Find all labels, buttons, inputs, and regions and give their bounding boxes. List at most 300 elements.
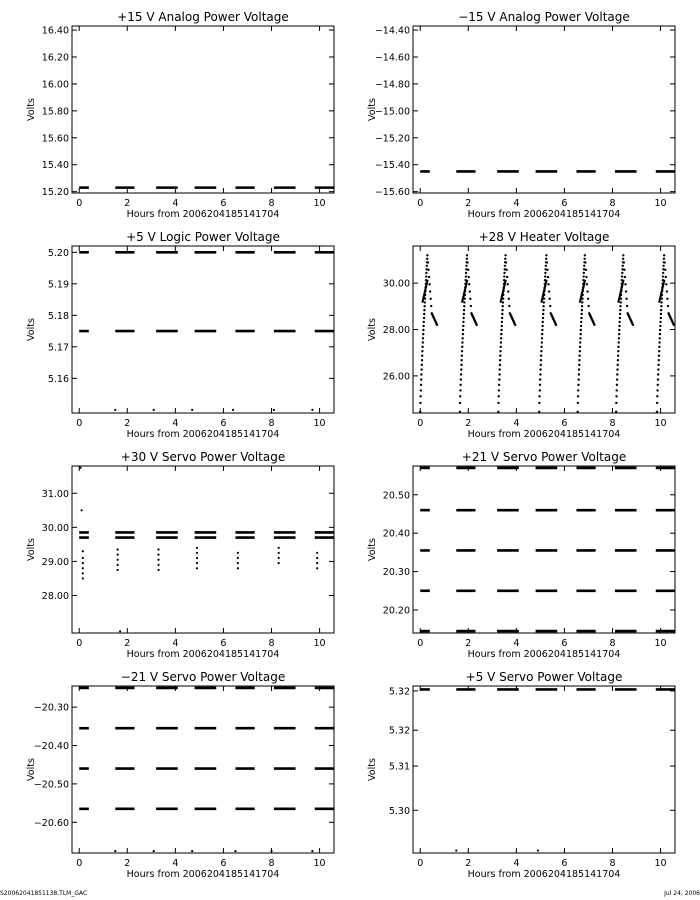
data-point bbox=[196, 562, 198, 564]
data-point bbox=[505, 261, 507, 263]
data-point bbox=[542, 305, 544, 307]
x-tick-label: 6 bbox=[220, 858, 227, 869]
data-point bbox=[273, 409, 275, 411]
data-point bbox=[463, 309, 465, 311]
data-point bbox=[460, 378, 462, 380]
data-point bbox=[465, 265, 467, 267]
data-point bbox=[585, 269, 587, 271]
data-point bbox=[656, 389, 658, 391]
x-tick-label: 8 bbox=[609, 198, 616, 209]
data-point bbox=[662, 275, 664, 277]
y-tick-label: −14.60 bbox=[374, 52, 410, 64]
y-tick-label: 15.20 bbox=[41, 187, 69, 199]
data-point bbox=[507, 283, 509, 285]
data-point bbox=[424, 301, 426, 303]
data-point bbox=[504, 254, 506, 256]
data-point bbox=[662, 272, 664, 274]
data-point bbox=[626, 305, 628, 307]
data-point bbox=[657, 373, 659, 375]
y-tick-label: 28.00 bbox=[41, 591, 69, 603]
data-point bbox=[578, 373, 580, 375]
x-tick-label: 10 bbox=[654, 638, 667, 649]
data-point bbox=[657, 364, 659, 366]
data-point bbox=[622, 280, 624, 282]
data-point bbox=[583, 272, 585, 274]
y-tick-label: 15.80 bbox=[41, 106, 69, 118]
data-point bbox=[420, 389, 422, 391]
y-tick-label: 20.30 bbox=[382, 567, 410, 579]
data-point bbox=[436, 324, 438, 326]
data-point bbox=[430, 305, 432, 307]
data-point bbox=[544, 275, 546, 277]
y-tick-label: 5.17 bbox=[47, 342, 69, 354]
data-point bbox=[426, 258, 428, 260]
x-tick-label: 10 bbox=[313, 198, 326, 209]
data-point bbox=[311, 409, 313, 411]
data-point bbox=[470, 305, 472, 307]
data-point bbox=[460, 359, 462, 361]
data-point bbox=[503, 275, 505, 277]
data-point bbox=[617, 354, 619, 356]
x-tick-label: 0 bbox=[417, 418, 424, 429]
data-point bbox=[425, 275, 427, 277]
y-tick-label: −20.50 bbox=[33, 779, 69, 791]
data-point bbox=[576, 411, 578, 413]
data-point bbox=[157, 554, 159, 556]
chart-title: +21 V Servo Power Voltage bbox=[461, 450, 627, 464]
chart-panel-2 bbox=[367, 10, 675, 220]
data-point bbox=[615, 411, 617, 413]
data-point bbox=[420, 368, 422, 370]
y-tick-label: −15.60 bbox=[374, 187, 410, 199]
data-point bbox=[465, 272, 467, 274]
data-point bbox=[426, 254, 428, 256]
data-point bbox=[619, 305, 621, 307]
data-point bbox=[663, 254, 665, 256]
data-point bbox=[504, 258, 506, 260]
data-point bbox=[539, 389, 541, 391]
data-point bbox=[665, 276, 667, 278]
footer-filename: S20062041851138.TLM_GAC bbox=[0, 890, 88, 897]
x-tick-label: 8 bbox=[268, 198, 275, 209]
data-point bbox=[461, 350, 463, 352]
data-point bbox=[237, 562, 239, 564]
x-tick-label: 8 bbox=[268, 858, 275, 869]
data-point bbox=[577, 402, 579, 404]
data-point bbox=[428, 276, 430, 278]
data-point bbox=[501, 309, 503, 311]
x-tick-label: 8 bbox=[609, 638, 616, 649]
data-point bbox=[625, 290, 627, 292]
data-point bbox=[579, 341, 581, 343]
data-point bbox=[422, 329, 424, 331]
data-point bbox=[546, 261, 548, 263]
x-tick-label: 4 bbox=[172, 638, 179, 649]
x-tick-label: 8 bbox=[268, 638, 275, 649]
data-point bbox=[545, 258, 547, 260]
data-point bbox=[157, 559, 159, 561]
data-point bbox=[660, 301, 662, 303]
data-point bbox=[316, 552, 318, 554]
data-point bbox=[82, 577, 84, 579]
data-point bbox=[114, 409, 116, 411]
data-point bbox=[585, 276, 587, 278]
data-point bbox=[278, 547, 280, 549]
data-point bbox=[499, 354, 501, 356]
data-point bbox=[665, 283, 667, 285]
x-tick-label: 6 bbox=[561, 418, 568, 429]
plot-frame bbox=[72, 466, 334, 633]
data-point bbox=[504, 265, 506, 267]
data-point bbox=[537, 849, 539, 851]
y-tick-label: 5.19 bbox=[47, 279, 69, 291]
x-tick-label: 10 bbox=[313, 858, 326, 869]
x-tick-label: 4 bbox=[513, 858, 520, 869]
data-point bbox=[542, 321, 544, 323]
data-point bbox=[82, 572, 84, 574]
data-point bbox=[461, 337, 463, 339]
data-point bbox=[278, 562, 280, 564]
data-point bbox=[196, 567, 198, 569]
y-axis-label: Volts bbox=[26, 98, 37, 121]
data-layer bbox=[79, 688, 334, 852]
data-point bbox=[664, 261, 666, 263]
chart-title: −15 V Analog Power Voltage bbox=[458, 10, 630, 24]
data-point bbox=[617, 346, 619, 348]
x-tick-label: 4 bbox=[513, 198, 520, 209]
data-point bbox=[428, 283, 430, 285]
data-layer bbox=[79, 252, 334, 411]
x-tick-label: 8 bbox=[609, 418, 616, 429]
data-point bbox=[422, 333, 424, 335]
data-point bbox=[82, 550, 84, 552]
data-point bbox=[500, 341, 502, 343]
chart-title: −21 V Servo Power Voltage bbox=[120, 670, 286, 684]
data-point bbox=[466, 258, 468, 260]
y-tick-label: 16.40 bbox=[41, 25, 69, 37]
y-axis-label: Volts bbox=[367, 98, 378, 121]
y-tick-label: 15.40 bbox=[41, 160, 69, 172]
data-point bbox=[667, 305, 669, 307]
data-point bbox=[547, 283, 549, 285]
chart-panel-4 bbox=[367, 230, 675, 440]
chart-title: +5 V Servo Power Voltage bbox=[465, 670, 623, 684]
data-point bbox=[543, 301, 545, 303]
data-point bbox=[459, 411, 461, 413]
data-point bbox=[278, 552, 280, 554]
data-point bbox=[545, 265, 547, 267]
data-point bbox=[419, 402, 421, 404]
data-point bbox=[502, 301, 504, 303]
chart-panel-3 bbox=[26, 230, 334, 440]
data-point bbox=[157, 548, 159, 550]
x-tick-label: 4 bbox=[513, 638, 520, 649]
data-point bbox=[498, 395, 500, 397]
data-point bbox=[656, 411, 658, 413]
x-tick-label: 0 bbox=[76, 418, 83, 429]
data-point bbox=[423, 313, 425, 315]
chart-title: +30 V Servo Power Voltage bbox=[120, 450, 286, 464]
data-point bbox=[584, 280, 586, 282]
data-point bbox=[618, 341, 620, 343]
data-point bbox=[500, 346, 502, 348]
x-axis-label: Hours from 2006204185141704 bbox=[467, 209, 621, 220]
data-point bbox=[658, 341, 660, 343]
y-tick-label: 20.50 bbox=[382, 490, 410, 502]
data-point bbox=[540, 364, 542, 366]
x-axis-label: Hours from 2006204185141704 bbox=[467, 869, 621, 880]
data-point bbox=[462, 325, 464, 327]
chart-title: +15 V Analog Power Voltage bbox=[117, 10, 289, 24]
data-point bbox=[581, 309, 583, 311]
data-point bbox=[502, 305, 504, 307]
data-point bbox=[540, 359, 542, 361]
y-tick-label: −20.30 bbox=[33, 702, 69, 714]
x-tick-label: 10 bbox=[313, 638, 326, 649]
data-point bbox=[196, 557, 198, 559]
data-point bbox=[579, 346, 581, 348]
x-axis-label: Hours from 2006204185141704 bbox=[467, 649, 621, 660]
footer-date: Jul 24, 2006 bbox=[664, 890, 700, 897]
data-point bbox=[501, 317, 503, 319]
data-point bbox=[616, 384, 618, 386]
data-point bbox=[622, 265, 624, 267]
data-point bbox=[459, 384, 461, 386]
data-point bbox=[541, 329, 543, 331]
data-point bbox=[538, 411, 540, 413]
data-point bbox=[660, 305, 662, 307]
x-axis-label: Hours from 2006204185141704 bbox=[126, 649, 280, 660]
data-point bbox=[615, 395, 617, 397]
data-point bbox=[157, 564, 159, 566]
data-point bbox=[422, 325, 424, 327]
plot-frame bbox=[413, 686, 675, 853]
data-point bbox=[503, 272, 505, 274]
data-point bbox=[580, 313, 582, 315]
data-point bbox=[624, 283, 626, 285]
data-point bbox=[461, 341, 463, 343]
data-point bbox=[544, 272, 546, 274]
data-point bbox=[662, 265, 664, 267]
data-point bbox=[117, 554, 119, 556]
data-point bbox=[82, 557, 84, 559]
data-point bbox=[539, 368, 541, 370]
x-tick-label: 2 bbox=[465, 858, 472, 869]
data-point bbox=[423, 321, 425, 323]
data-point bbox=[196, 552, 198, 554]
data-point bbox=[538, 395, 540, 397]
data-point bbox=[311, 850, 313, 852]
data-point bbox=[540, 346, 542, 348]
data-point bbox=[117, 548, 119, 550]
data-point bbox=[584, 254, 586, 256]
data-point bbox=[499, 364, 501, 366]
chart-panel-1 bbox=[26, 10, 334, 220]
y-tick-label: 28.00 bbox=[382, 325, 410, 336]
data-point bbox=[578, 368, 580, 370]
data-point bbox=[542, 317, 544, 319]
data-point bbox=[545, 254, 547, 256]
y-tick-label: −20.40 bbox=[33, 741, 69, 753]
data-point bbox=[469, 298, 471, 300]
data-point bbox=[579, 337, 581, 339]
data-point bbox=[579, 350, 581, 352]
data-point bbox=[270, 850, 272, 852]
x-tick-label: 2 bbox=[124, 858, 131, 869]
data-point bbox=[501, 313, 503, 315]
plot-frame bbox=[72, 246, 334, 413]
x-tick-label: 2 bbox=[124, 418, 131, 429]
x-tick-label: 6 bbox=[220, 198, 227, 209]
x-tick-label: 4 bbox=[172, 198, 179, 209]
data-point bbox=[580, 321, 582, 323]
data-point bbox=[580, 317, 582, 319]
x-tick-label: 0 bbox=[76, 858, 83, 869]
data-point bbox=[191, 409, 193, 411]
data-point bbox=[463, 305, 465, 307]
data-point bbox=[615, 402, 617, 404]
data-point bbox=[539, 384, 541, 386]
data-point bbox=[659, 329, 661, 331]
data-point bbox=[619, 309, 621, 311]
data-point bbox=[658, 346, 660, 348]
data-point bbox=[616, 378, 618, 380]
data-point bbox=[542, 313, 544, 315]
data-point bbox=[117, 564, 119, 566]
x-tick-label: 4 bbox=[513, 418, 520, 429]
data-point bbox=[541, 337, 543, 339]
plot-frame bbox=[413, 246, 675, 413]
y-tick-label: 29.00 bbox=[41, 556, 69, 568]
y-tick-label: −15.40 bbox=[374, 160, 410, 172]
x-tick-label: 0 bbox=[417, 858, 424, 869]
data-point bbox=[582, 275, 584, 277]
data-point bbox=[499, 350, 501, 352]
data-point bbox=[578, 354, 580, 356]
data-point bbox=[466, 261, 468, 263]
data-point bbox=[620, 301, 622, 303]
data-point bbox=[619, 321, 621, 323]
data-point bbox=[459, 395, 461, 397]
y-tick-label: 5.31 bbox=[388, 761, 410, 773]
y-tick-label: 15.60 bbox=[41, 133, 69, 145]
data-point bbox=[616, 389, 618, 391]
data-point bbox=[425, 272, 427, 274]
data-point bbox=[657, 384, 659, 386]
data-point bbox=[580, 329, 582, 331]
data-point bbox=[501, 325, 503, 327]
x-tick-label: 6 bbox=[220, 638, 227, 649]
data-point bbox=[232, 409, 234, 411]
data-point bbox=[500, 337, 502, 339]
data-point bbox=[504, 280, 506, 282]
data-layer bbox=[420, 468, 675, 631]
data-point bbox=[422, 341, 424, 343]
y-axis-label: Volts bbox=[367, 538, 378, 561]
data-point bbox=[623, 269, 625, 271]
data-point bbox=[114, 850, 116, 852]
data-point bbox=[587, 305, 589, 307]
data-point bbox=[498, 373, 500, 375]
data-point bbox=[459, 402, 461, 404]
data-point bbox=[237, 552, 239, 554]
data-point bbox=[616, 368, 618, 370]
y-tick-label: 5.32 bbox=[388, 686, 410, 698]
data-point bbox=[621, 275, 623, 277]
data-point bbox=[625, 298, 627, 300]
y-tick-label: 16.20 bbox=[41, 52, 69, 64]
data-point bbox=[617, 350, 619, 352]
y-tick-label: 5.18 bbox=[47, 310, 69, 322]
data-point bbox=[673, 324, 675, 326]
data-point bbox=[463, 301, 465, 303]
data-point bbox=[508, 305, 510, 307]
data-point bbox=[498, 389, 500, 391]
data-point bbox=[618, 329, 620, 331]
data-point bbox=[423, 309, 425, 311]
data-point bbox=[632, 324, 634, 326]
data-point bbox=[153, 850, 155, 852]
x-tick-label: 10 bbox=[654, 858, 667, 869]
data-point bbox=[459, 389, 461, 391]
data-point bbox=[463, 313, 465, 315]
data-point bbox=[429, 298, 431, 300]
data-point bbox=[237, 567, 239, 569]
data-point bbox=[664, 269, 666, 271]
data-point bbox=[541, 341, 543, 343]
data-point bbox=[538, 402, 540, 404]
y-tick-label: 5.32 bbox=[388, 725, 410, 737]
data-point bbox=[581, 305, 583, 307]
data-point bbox=[545, 280, 547, 282]
y-axis-label: Volts bbox=[26, 538, 37, 561]
y-tick-label: 20.20 bbox=[382, 605, 410, 617]
data-point bbox=[657, 368, 659, 370]
x-tick-label: 2 bbox=[465, 418, 472, 429]
data-point bbox=[191, 850, 193, 852]
data-point bbox=[616, 373, 618, 375]
y-tick-label: 30.00 bbox=[382, 278, 410, 290]
data-point bbox=[419, 411, 421, 413]
data-point bbox=[546, 269, 548, 271]
y-tick-label: 26.00 bbox=[382, 371, 410, 383]
data-point bbox=[462, 321, 464, 323]
data-point bbox=[500, 329, 502, 331]
data-point bbox=[583, 265, 585, 267]
data-point bbox=[622, 254, 624, 256]
data-point bbox=[618, 333, 620, 335]
data-point bbox=[423, 305, 425, 307]
data-point bbox=[586, 290, 588, 292]
data-layer bbox=[420, 689, 675, 851]
data-layer bbox=[79, 467, 334, 633]
data-point bbox=[540, 350, 542, 352]
data-point bbox=[467, 269, 469, 271]
y-tick-label: 5.16 bbox=[47, 373, 69, 385]
data-point bbox=[421, 359, 423, 361]
x-tick-label: 10 bbox=[313, 418, 326, 429]
chart-title: +5 V Logic Power Voltage bbox=[126, 230, 280, 244]
data-point bbox=[577, 395, 579, 397]
data-point bbox=[420, 384, 422, 386]
data-point bbox=[461, 346, 463, 348]
y-tick-label: 5.30 bbox=[388, 805, 410, 817]
data-point bbox=[468, 276, 470, 278]
data-point bbox=[420, 373, 422, 375]
data-point bbox=[153, 409, 155, 411]
y-axis-label: Volts bbox=[367, 318, 378, 341]
x-tick-label: 10 bbox=[654, 198, 667, 209]
